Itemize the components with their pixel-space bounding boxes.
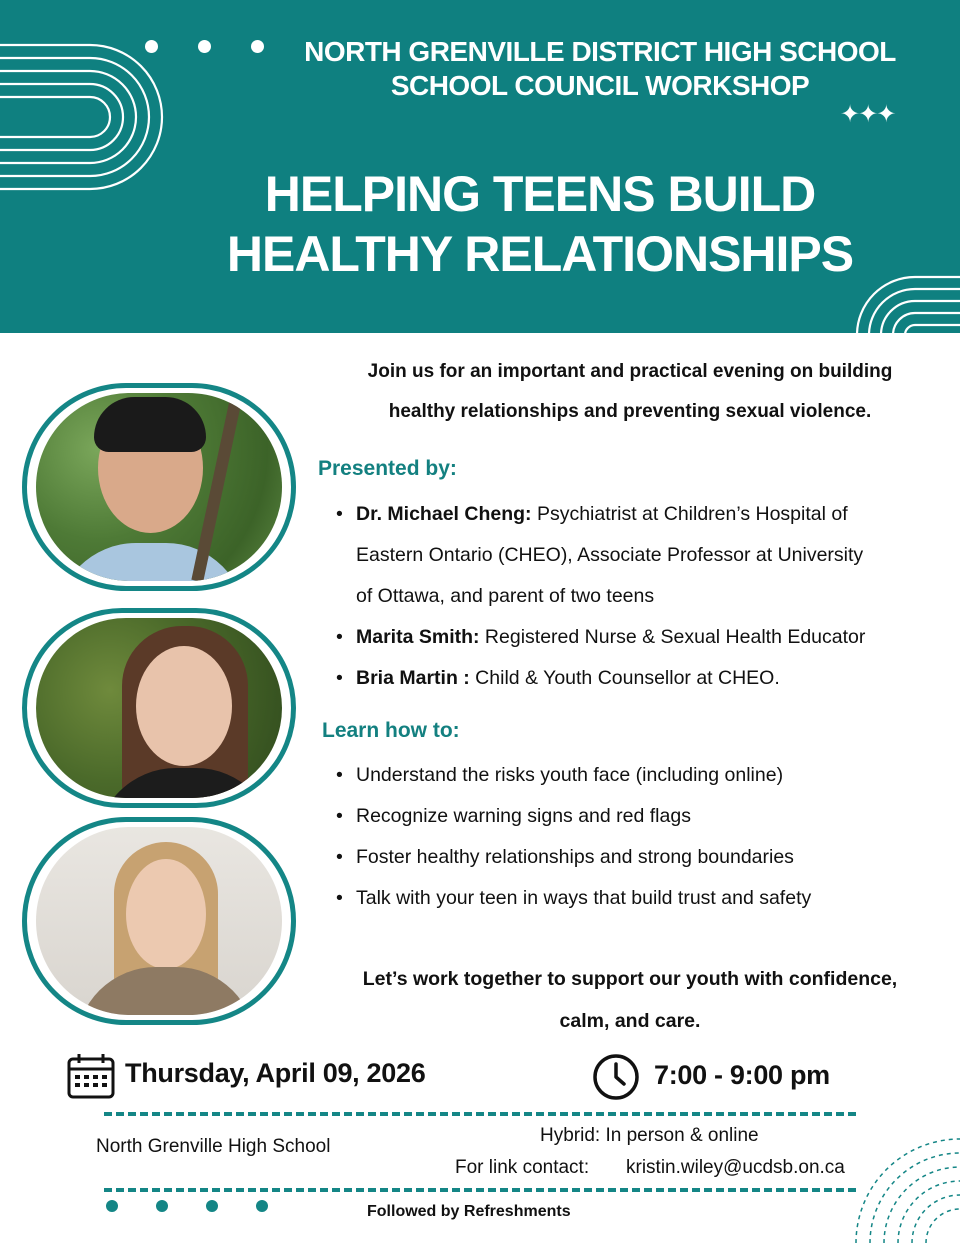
clock-icon (591, 1052, 641, 1102)
event-venue: North Grenville High School (96, 1136, 331, 1157)
list-item: • Talk with your teen in ways that build trust and safety (336, 878, 946, 919)
presenter-name: Dr. Michael Cheng: (356, 503, 532, 525)
presenter-name: Marita Smith: (356, 626, 480, 648)
divider (104, 1112, 856, 1116)
presenter-photo-michael (22, 383, 296, 591)
refreshments-note: Followed by Refreshments (367, 1203, 571, 1220)
presenter-photo-bria (22, 817, 296, 1025)
closing-text-line2: calm, and care. (559, 1010, 701, 1032)
presented-by-heading: Presented by: (318, 457, 457, 480)
contact-email[interactable]: kristin.wiley@ucdsb.on.ca (626, 1157, 845, 1178)
presenter-role: Psychiatrist at Children’s Hospital of (531, 503, 848, 525)
divider (104, 1188, 856, 1192)
contact-label: For link contact: (455, 1157, 590, 1178)
event-time: 7:00 - 9:00 pm (654, 1060, 830, 1090)
presenter-list (336, 494, 946, 699)
school-name: NORTH GRENVILLE DISTRICT HIGH SCHOOL (304, 36, 896, 67)
presenter-role-line3: of Ottawa, and parent of two teens (356, 585, 655, 607)
sparkle-icon: ✦✦✦ (840, 101, 895, 128)
header-banner (0, 0, 960, 333)
list-item (336, 617, 946, 658)
learn-list (336, 755, 946, 919)
calendar-icon (66, 1052, 116, 1100)
dashed-arcs-decoration (852, 1138, 960, 1243)
page-title-line2: HEALTHY RELATIONSHIPS (226, 226, 854, 282)
intro-text: Join us for an important and practical evening on building (367, 361, 893, 382)
list-item: • Understand the risks youth face (including online) (336, 755, 946, 796)
decorative-dots (106, 1200, 268, 1212)
event-date: Thursday, April 09, 2026 (125, 1058, 426, 1088)
list-item: • Recognize warning signs and red flags (336, 796, 946, 837)
concentric-arcs-decoration (0, 40, 170, 195)
learn-heading: Learn how to: (322, 719, 460, 742)
intro-text-line2: healthy relationships and preventing sexual violence. (388, 401, 872, 422)
concentric-arcs-decoration (855, 275, 960, 333)
list-item: • Foster healthy relationships and strong boundaries (336, 837, 946, 878)
presenter-role: Registered Nurse & Sexual Health Educator (479, 626, 866, 648)
page-title: HELPING TEENS BUILD (264, 166, 816, 222)
event-format: Hybrid: In person & online (540, 1125, 759, 1146)
list-item (336, 494, 946, 617)
presenter-role-line2: Eastern Ontario (CHEO), Associate Professor at University (356, 544, 864, 566)
presenter-photo-marita (22, 608, 296, 808)
presenter-role: Child & Youth Counsellor at CHEO. (469, 667, 780, 689)
list-item (336, 658, 946, 699)
presenter-name: Bria Martin : (356, 667, 470, 689)
decorative-dots (145, 40, 264, 53)
closing-text: Let’s work together to support our youth with confidence, (362, 968, 898, 990)
event-series: SCHOOL COUNCIL WORKSHOP (390, 70, 810, 101)
